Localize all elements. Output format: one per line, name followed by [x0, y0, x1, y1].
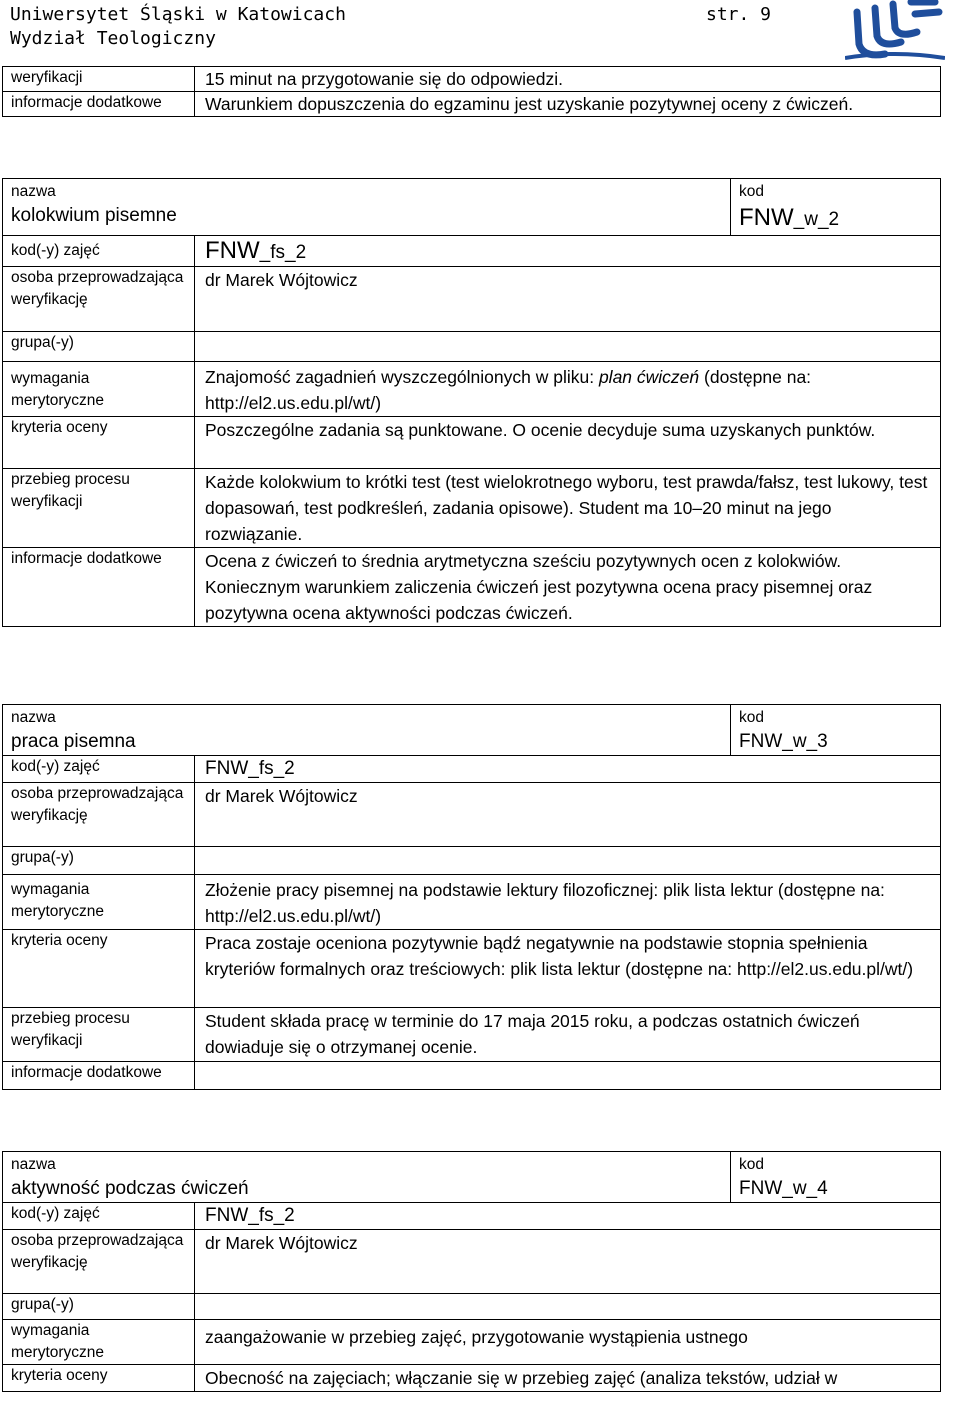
university-name: Uniwersytet Śląski w Katowicach: [10, 4, 346, 25]
course-code: FNW_fs_2: [195, 235, 941, 266]
person-label: osoba przeprowadzająca weryfikację: [3, 783, 195, 847]
course-code: FNW_fs_2: [195, 1203, 941, 1230]
person-value: dr Marek Wójtowicz: [195, 1230, 941, 1294]
table-fnw-w-2: [2, 178, 941, 627]
groups-label: grupa(-y): [3, 331, 195, 361]
info-value: Ocena z ćwiczeń to średnia arytmetyczna sześciu pozytywnych ocen z kolokwiów. Koniecznym warunkiem zaliczenia ćwiczeń jest pozytywna ocena pracy pisemnej oraz pozytywna ocena aktywności podczas ćwiczeń.: [195, 547, 941, 626]
name-label: nazwa: [3, 179, 731, 204]
assessment-code: FNW_w_3: [731, 729, 941, 756]
groups-label: grupa(-y): [3, 1294, 195, 1320]
faculty-name: Wydział Teologiczny: [10, 28, 216, 49]
person-value: dr Marek Wójtowicz: [195, 266, 941, 331]
course-code: FNW_fs_2: [195, 756, 941, 783]
assessment-name: aktywność podczas ćwiczeń: [3, 1176, 731, 1203]
person-label: osoba przeprowadzająca weryfikację: [3, 266, 195, 331]
course-codes-label: kod(-y) zajęć: [3, 1203, 195, 1230]
info-label: informacje dodatkowe: [3, 1062, 195, 1090]
info-value: Warunkiem dopuszczenia do egzaminu jest uzyskanie pozytywnej oceny z ćwiczeń.: [195, 92, 941, 117]
requirements-label: wymagania merytoryczne: [3, 875, 195, 930]
code-label: kod: [731, 705, 941, 730]
previous-table-continuation: [2, 66, 941, 117]
info-value: [195, 1062, 941, 1090]
groups-label: grupa(-y): [3, 847, 195, 875]
person-label: osoba przeprowadzająca weryfikację: [3, 1230, 195, 1294]
requirements-label: wymagania merytoryczne: [3, 361, 195, 416]
page-number: str. 9: [706, 4, 772, 25]
process-label: przebieg procesu weryfikacji: [3, 1008, 195, 1062]
university-logo: [845, 0, 945, 64]
criteria-value: Poszczególne zadania są punktowane. O ocenie decyduje suma uzyskanych punktów.: [195, 416, 941, 468]
process-value: Student składa pracę w terminie do 17 maja 2015 roku, a podczas ostatnich ćwiczeń dowiaduje się o otrzymanej ocenie.: [195, 1008, 941, 1062]
table-fnw-w-3: [2, 704, 941, 1090]
assessment-code: FNW_w_2: [731, 203, 941, 235]
assessment-code: FNW_w_4: [731, 1176, 941, 1203]
process-value: 15 minut na przygotowanie się do odpowiedzi.: [195, 67, 941, 92]
requirements-label: wymagania merytoryczne: [3, 1320, 195, 1365]
table-fnw-w-4: [2, 1151, 941, 1392]
info-label: informacje dodatkowe: [3, 92, 195, 117]
criteria-label: kryteria oceny: [3, 930, 195, 1008]
groups-value: [195, 331, 941, 361]
criteria-label: kryteria oceny: [3, 1365, 195, 1392]
requirements-value: Znajomość zagadnień wyszczególnionych w pliku: plan ćwiczeń (dostępne na: http://el2.us.edu.pl/wt/): [195, 361, 941, 416]
assessment-name: kolokwium pisemne: [3, 203, 731, 235]
info-label: informacje dodatkowe: [3, 547, 195, 626]
code-label: kod: [731, 1152, 941, 1177]
requirements-value: Złożenie pracy pisemnej na podstawie lektury filozoficznej: plik lista lektur (dostępne na: http://el2.us.edu.pl/wt/): [195, 875, 941, 930]
criteria-label: kryteria oceny: [3, 416, 195, 468]
process-label: weryfikacji: [3, 67, 195, 92]
criteria-value: Obecność na zajęciach; włączanie się w przebieg zajęć (analiza tekstów, udział w: [195, 1365, 941, 1392]
person-value: dr Marek Wójtowicz: [195, 783, 941, 847]
requirements-value: zaangażowanie w przebieg zajęć, przygotowanie wystąpienia ustnego: [195, 1320, 941, 1365]
criteria-value: Praca zostaje oceniona pozytywnie bądź negatywnie na podstawie stopnia spełnienia kryteriów formalnych oraz treściowych: plik lista lektur (dostępne na: http://el2.us.edu.pl/wt/): [195, 930, 941, 1008]
name-label: nazwa: [3, 1152, 731, 1177]
course-codes-label: kod(-y) zajęć: [3, 235, 195, 266]
page-header: [10, 2, 950, 50]
process-value: Każde kolokwium to krótki test (test wielokrotnego wyboru, test prawda/fałsz, test lukowy, test dopasowań, test podkreśleń, zadania opisowe). Student ma 10–20 minut na jego rozwiązanie.: [195, 468, 941, 547]
course-codes-label: kod(-y) zajęć: [3, 756, 195, 783]
process-label: przebieg procesu weryfikacji: [3, 468, 195, 547]
groups-value: [195, 1294, 941, 1320]
assessment-name: praca pisemna: [3, 729, 731, 756]
name-label: nazwa: [3, 705, 731, 730]
groups-value: [195, 847, 941, 875]
code-label: kod: [731, 179, 941, 204]
